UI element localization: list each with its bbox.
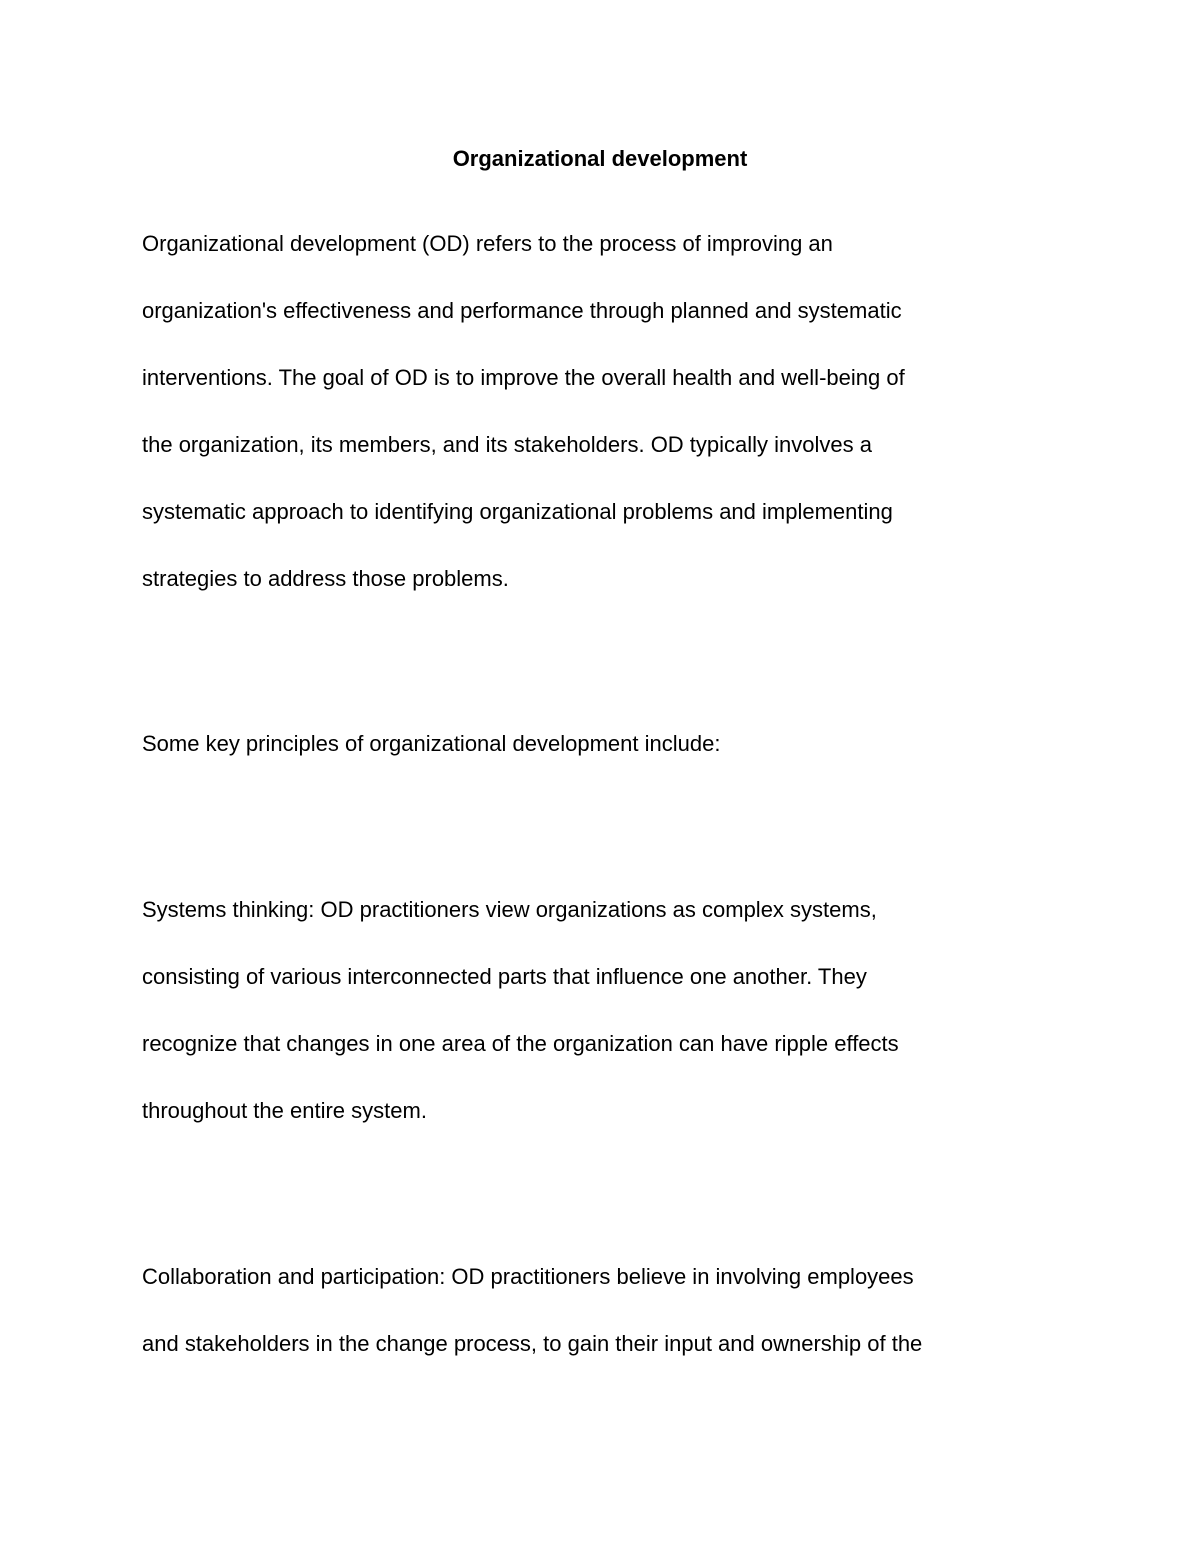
collaboration-paragraph [142,1243,1062,1377]
document-title: Organizational development [452,146,748,171]
paragraph-line: Systems thinking: OD practitioners view organizations as complex systems, [142,897,877,922]
paragraph-line: Collaboration and participation: OD practitioners believe in involving employees [142,1264,914,1289]
paragraph-line: organization's effectiveness and performance through planned and systematic [142,298,902,323]
paragraph-line: and stakeholders in the change process, to gain their input and ownership of the [142,1331,923,1356]
paragraph-line: interventions. The goal of OD is to improve the overall health and well-being of [142,365,905,390]
paragraph-line: consisting of various interconnected parts that influence one another. They [142,964,867,989]
intro-paragraph [142,210,1062,612]
paragraph-line: strategies to address those problems. [142,566,509,591]
paragraph-line: systematic approach to identifying organizational problems and implementing [142,499,893,524]
principles-intro-paragraph [142,710,1062,777]
paragraph-line: recognize that changes in one area of the organization can have ripple effects [142,1031,899,1056]
paragraph-line: Some key principles of organizational development include: [142,731,721,756]
systems-thinking-paragraph [142,876,1062,1144]
paragraph-line: Organizational development (OD) refers to the process of improving an [142,231,833,256]
paragraph-line: the organization, its members, and its stakeholders. OD typically involves a [142,432,872,457]
paragraph-line: throughout the entire system. [142,1098,427,1123]
